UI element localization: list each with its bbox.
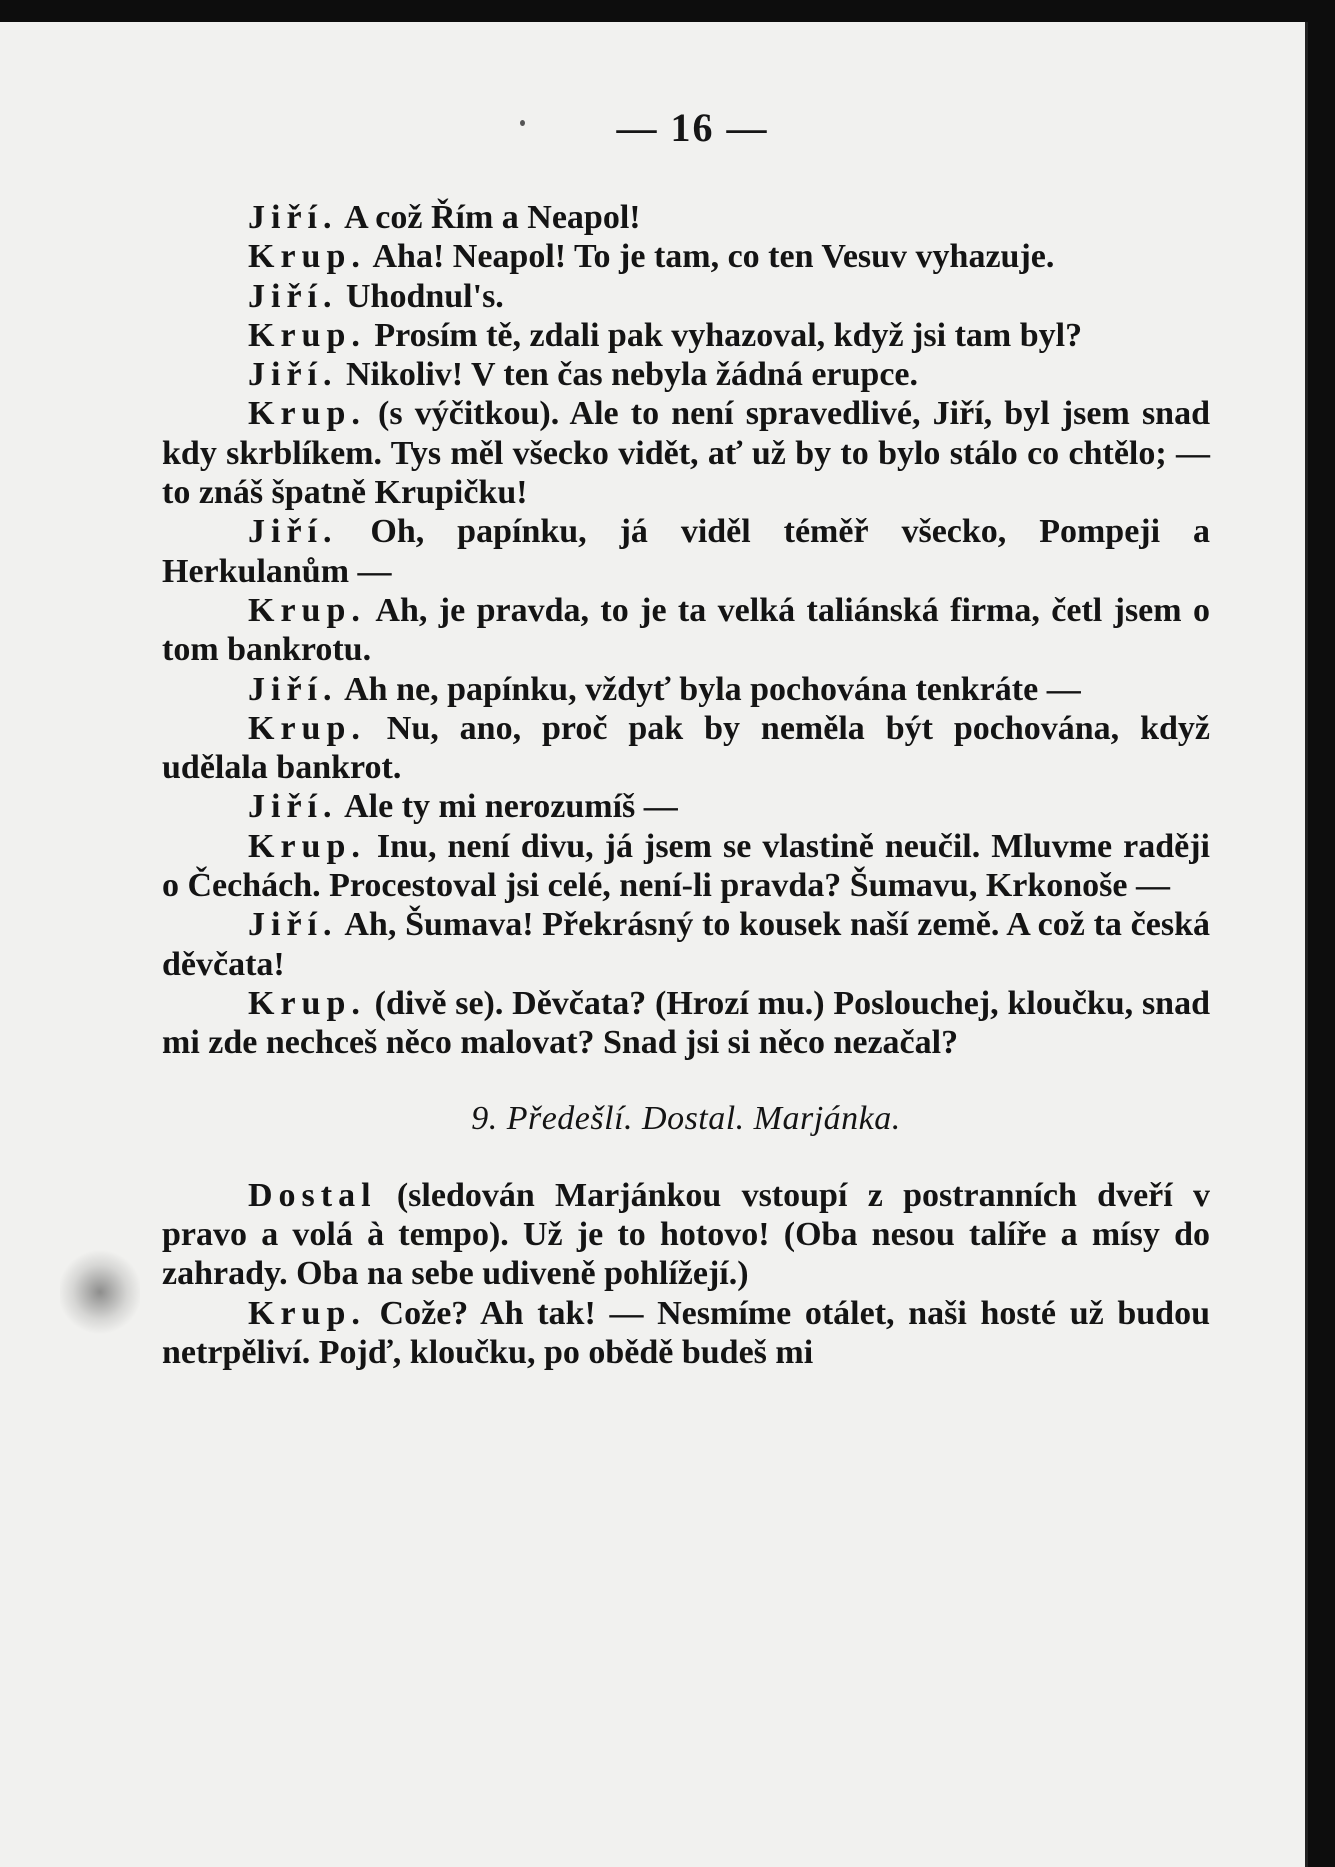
book-page <box>0 22 1308 1867</box>
speaker-name: Krup. <box>248 238 366 276</box>
speaker-name: Jiří. <box>248 670 338 708</box>
speaker-name: Krup. <box>248 316 366 354</box>
dialogue-line <box>162 512 1210 591</box>
dialogue-line <box>162 394 1210 512</box>
dialogue-part-2 <box>162 1176 1210 1372</box>
dialogue-line <box>162 1294 1210 1373</box>
page-stain <box>60 1247 140 1337</box>
speaker-name: Jiří. <box>248 788 338 826</box>
speaker-name: Krup. <box>248 1294 366 1332</box>
line-text: A což Řím a Neapol! <box>344 199 641 236</box>
line-text: Cože? Ah tak! — Nesmíme otálet, naši hosté už budou netrpěliví. Pojď, kloučku, po obědě budeš mi <box>162 1294 1211 1372</box>
dialogue-line <box>162 316 1210 355</box>
speaker-name: Jiří. <box>248 199 338 236</box>
page-number: — 16 — <box>616 105 769 150</box>
line-text: Oh, papínku, já viděl téměř všecko, Pompeji a Herkulanům — <box>162 513 1210 590</box>
dialogue-line <box>162 827 1210 906</box>
speaker-name: Krup. <box>248 984 366 1022</box>
line-text: (divě se). Děvčata? (Hrozí mu.) Poslouchej, kloučku, snad mi zde nechceš něco malovat? Snad jsi si něco nezačal? <box>162 984 1210 1062</box>
line-text: Ah, Šumava! Překrásný to kousek naší země. A což ta česká děvčata! <box>162 906 1211 983</box>
line-text: Inu, není divu, já jsem se vlastině neučil. Mluvme raději o Čechách. Procestoval jsi celé, není-li pravda? Šumavu, Krkonoše — <box>162 827 1210 905</box>
line-text: Aha! Neapol! To je tam, co ten Vesuv vyhazuje. <box>372 238 1055 276</box>
dialogue-line <box>162 355 1210 394</box>
line-text: (sledován Marjánkou vstoupí z postranních dveří v pravo a volá à tempo). Už je to hotovo! (Oba nesou talíře a mísy do zahrady. Oba na sebe udiveně pohlížejí.) <box>162 1176 1211 1293</box>
speaker-name: Dostal <box>248 1176 377 1214</box>
speaker-name: Krup. <box>248 827 366 865</box>
line-text: Ale ty mi nerozumíš — <box>344 788 678 826</box>
dialogue-line <box>162 1176 1210 1294</box>
line-text: Nikoliv! V ten čas nebyla žádná erupce. <box>345 356 919 394</box>
speaker-name: Krup. <box>248 395 366 433</box>
dialogue-line <box>162 591 1210 670</box>
dialogue-line <box>162 277 1210 316</box>
dialogue-line <box>162 237 1210 276</box>
dialogue-line <box>162 984 1210 1063</box>
line-text: Ah ne, papínku, vždyť byla pochována tenkráte — <box>344 670 1081 708</box>
line-text: Prosím tě, zdali pak vyhazoval, když jsi tam byl? <box>374 316 1083 354</box>
section-heading: 9. Předešlí. Dostal. Marjánka. <box>471 1099 901 1137</box>
dialogue-line <box>162 670 1210 709</box>
dialogue-line <box>162 787 1210 826</box>
line-text: Uhodnul's. <box>345 277 504 315</box>
speaker-name: Jiří. <box>248 513 338 551</box>
speaker-name: Jiří. <box>248 906 338 944</box>
line-text: Ah, je pravda, to je ta velká taliánská firma, četl jsem o tom bankrotu. <box>162 591 1210 669</box>
dialogue-part-1 <box>162 198 1210 1063</box>
dialogue-text <box>162 198 1210 1372</box>
speaker-name: Krup. <box>248 709 366 747</box>
dialogue-line <box>162 198 1210 237</box>
speaker-name: Jiří. <box>248 356 338 394</box>
line-text: (s výčitkou). Ale to není spravedlivé, Jiří, byl jsem snad kdy skrblíkem. Tys měl všecko vidět, ať už by to bylo stálo co chtělo; — to znáš špatně Krupičku! <box>162 395 1210 512</box>
dialogue-line <box>162 905 1210 984</box>
line-text: Nu, ano, proč pak by neměla být pochována, když udělala bankrot. <box>162 709 1210 787</box>
speaker-name: Jiří. <box>248 277 338 315</box>
dialogue-line <box>162 709 1210 788</box>
speaker-name: Krup. <box>248 591 366 629</box>
